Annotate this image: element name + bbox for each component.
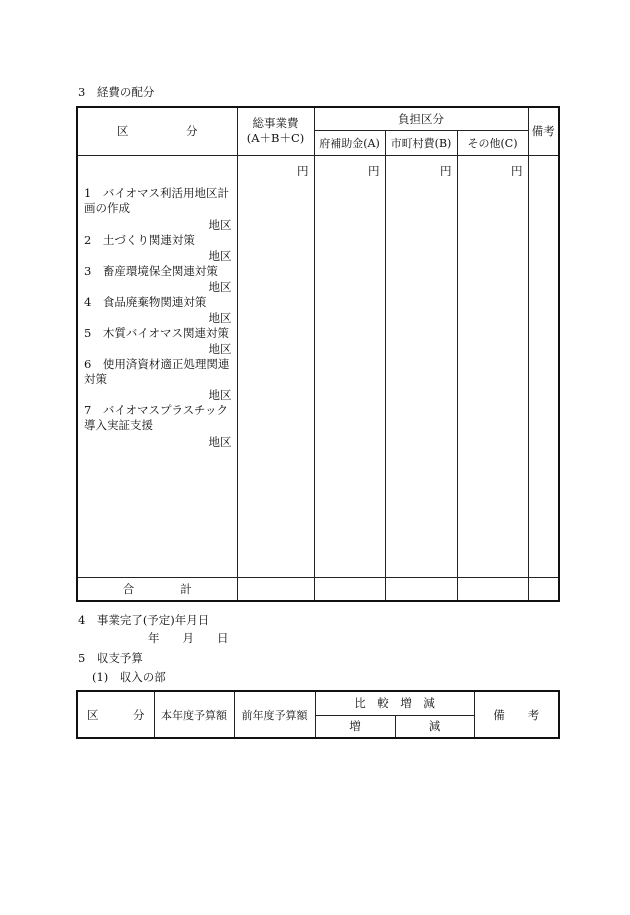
section3-heading: 3 経費の配分 xyxy=(78,85,155,99)
header-remarks xyxy=(528,107,559,155)
unit-yen: 円 xyxy=(440,163,452,178)
total-row-total xyxy=(237,577,314,601)
income-header-increase xyxy=(315,715,395,738)
section5-sub-heading: (1) 収入の部 xyxy=(92,670,166,684)
header-other xyxy=(457,130,528,155)
income-header-kubun-label: 区 分 xyxy=(87,707,145,722)
income-header-remarks xyxy=(474,691,559,738)
item-1-title: 1 バイオマス利活用地区計画の作成 xyxy=(84,185,229,215)
income-header-this-year-label: 本年度予算額 xyxy=(161,708,227,722)
header-city-label: 市町村費(B) xyxy=(390,136,452,150)
item-5-area: 地区 xyxy=(208,341,232,356)
item-3-area: 地区 xyxy=(208,279,232,294)
item-5-title: 5 木質バイオマス関連対策 xyxy=(84,325,229,340)
unit-yen: 円 xyxy=(511,163,523,178)
header-total-line2: (A＋B＋C) xyxy=(246,131,305,146)
income-header-last-year xyxy=(234,691,315,738)
total-row-city xyxy=(385,577,457,601)
unit-yen: 円 xyxy=(297,163,309,178)
completion-date-line: 年 月 日 xyxy=(148,631,229,645)
income-header-this-year xyxy=(154,691,234,738)
remarks-cell xyxy=(528,155,559,577)
income-header-increase-label: 増 xyxy=(349,719,361,734)
total-row-label xyxy=(77,577,237,601)
pref-amount-cell xyxy=(314,155,385,577)
income-header-compare xyxy=(315,691,474,715)
item-7-area: 地区 xyxy=(208,434,232,449)
item-6-area: 地区 xyxy=(208,387,232,402)
income-header-decrease xyxy=(395,715,474,738)
total-row-remarks xyxy=(528,577,559,601)
item-4-area: 地区 xyxy=(208,310,232,325)
expense-table xyxy=(76,106,560,602)
unit-yen: 円 xyxy=(368,163,380,178)
item-2-area: 地区 xyxy=(208,248,232,263)
header-pref xyxy=(314,130,385,155)
income-header-remarks-label: 備 考 xyxy=(493,707,540,722)
city-amount-cell xyxy=(385,155,457,577)
item-4-title: 4 食品廃棄物関連対策 xyxy=(84,294,207,309)
income-header-compare-label: 比 較 増 減 xyxy=(354,696,435,711)
header-pref-label: 府補助金(A) xyxy=(319,136,380,150)
section4-heading: 4 事業完了(予定)年月日 xyxy=(78,613,210,627)
income-header-decrease-label: 減 xyxy=(428,719,441,734)
header-kubun xyxy=(77,107,237,155)
income-header-kubun xyxy=(77,691,154,738)
item-3-title: 3 畜産環境保全関連対策 xyxy=(84,263,218,278)
header-burden xyxy=(314,107,528,130)
total-row-pref xyxy=(314,577,385,601)
other-amount-cell xyxy=(457,155,528,577)
income-table xyxy=(76,690,560,739)
section5-heading: 5 収支予算 xyxy=(78,651,143,665)
total-amount-cell xyxy=(237,155,314,577)
header-kubun-label: 区 分 xyxy=(117,124,198,139)
header-burden-label: 負担区分 xyxy=(398,111,445,126)
item-1-area: 地区 xyxy=(208,217,232,232)
item-2-title: 2 土づくり関連対策 xyxy=(84,232,195,247)
items-cell xyxy=(77,155,237,577)
total-row-other xyxy=(457,577,528,601)
header-city xyxy=(385,130,457,155)
header-other-label: その他(C) xyxy=(467,136,518,150)
header-total-line1: 総事業費 xyxy=(252,116,299,131)
total-label: 合 計 xyxy=(122,581,192,596)
header-total xyxy=(237,107,314,155)
income-header-last-year-label: 前年度予算額 xyxy=(241,708,308,722)
item-7-title: 7 バイオマスプラスチック導入実証支援 xyxy=(84,402,229,432)
header-remarks-label: 備考 xyxy=(531,124,555,139)
item-6-title: 6 使用済資材適正処理関連対策 xyxy=(84,356,230,386)
